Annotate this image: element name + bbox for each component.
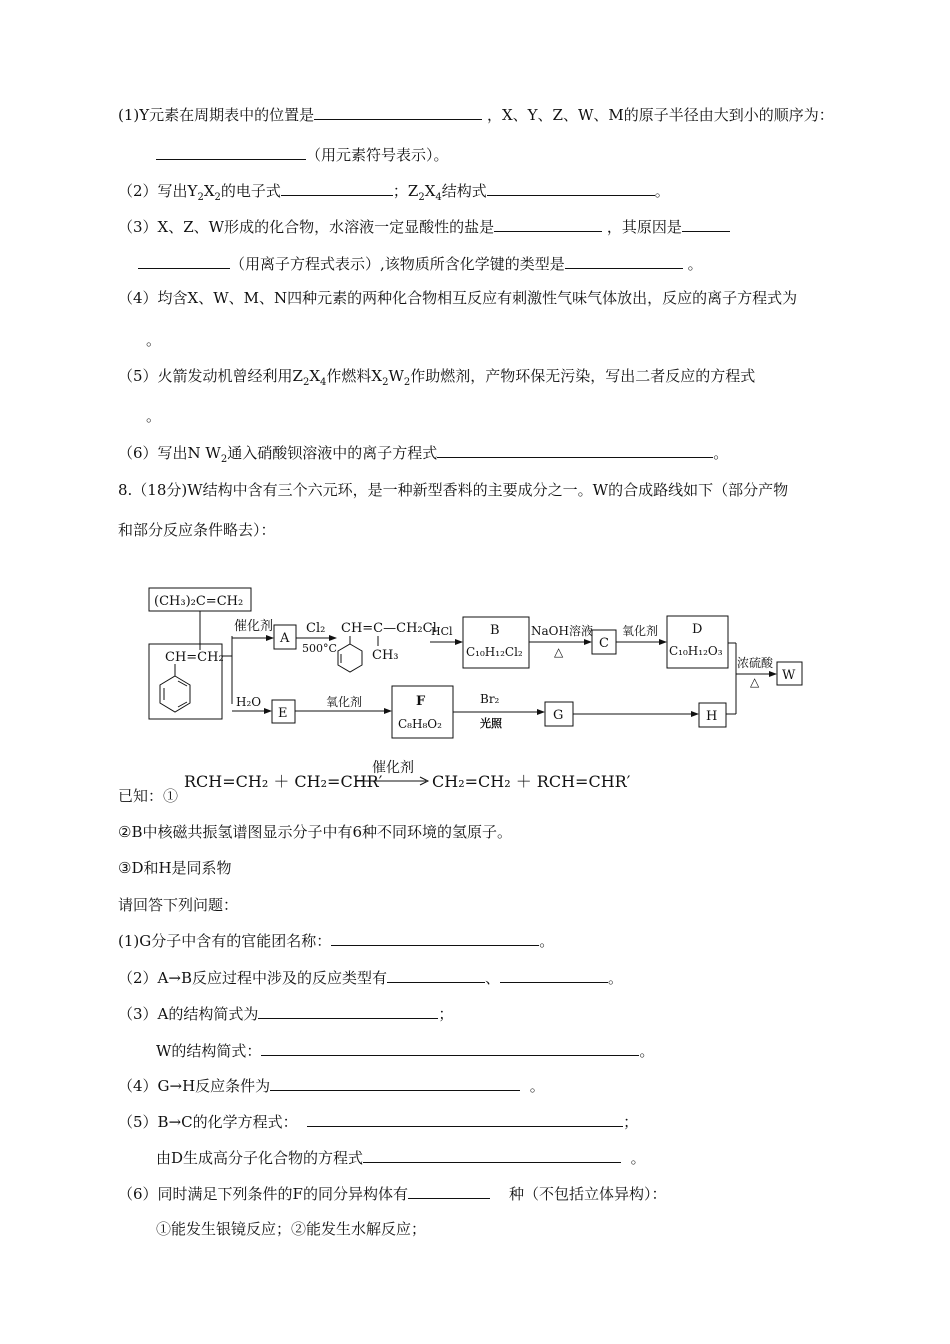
q7-line-3b: （用离子方程式表示）,该物质所含化学键的类型是 。: [138, 253, 703, 274]
node-W-label: W: [782, 668, 796, 683]
intermediate-methyl: CH₃: [372, 648, 399, 663]
q7-line-3: （3）X、Z、W形成的化合物，水溶液一定显酸性的盐是 ，其原因是: [118, 216, 730, 237]
known-arrow: [356, 775, 430, 787]
conc-h2so4-label: 浓硫酸: [737, 656, 774, 670]
br2-label: Br₂: [480, 692, 500, 706]
delta-label: △: [750, 675, 760, 689]
q8-a3: （3）A的结构简式为 ；: [118, 1005, 454, 1023]
known-eq-left: RCH=CH₂ ＋ CH₂=CHR′: [184, 772, 383, 791]
answer-blank[interactable]: [281, 180, 393, 196]
node-G-label: G: [553, 708, 564, 723]
answer-blank[interactable]: [494, 216, 602, 232]
answer-blank[interactable]: [331, 930, 539, 946]
answer-blank[interactable]: [437, 442, 713, 458]
q8-a6c: ①能发生银镜反应；②能发生水解反应；: [156, 1220, 427, 1238]
naoh-label: NaOH溶液: [531, 624, 593, 638]
oxidant-label: 氧化剂: [326, 695, 363, 709]
answer-blank[interactable]: [500, 967, 608, 983]
styrene-vinyl: CH=CH₂: [165, 650, 224, 665]
q7-line-4: （4）均含X、W、M、N四种元素的两种化合物相互反应有刺激性气味气体放出，反应的离子方程式为: [118, 289, 798, 307]
answer-blank[interactable]: [565, 253, 683, 269]
h2o-label: H₂O: [236, 695, 262, 709]
node-F-label: F: [416, 694, 426, 709]
q8-a2: （2）A→B反应过程中涉及的反应类型有 、 。: [118, 969, 624, 987]
q7-line-6: （6）写出N $W_2$通入硝酸钡溶液中的离子方程式 。: [118, 444, 729, 465]
q8-intro-1: 8.（18分)W结构中含有三个六元环，是一种新型香料的主要成分之一。W的合成路线如下（部分产物: [118, 481, 789, 499]
node-C-label: C: [599, 636, 609, 651]
q7-line-1b: （用元素符号表示）。: [156, 144, 449, 165]
q7-line-2: （2）写出$Y_2X_2$的电子式 ；$Z_2X_4$结构式 。: [118, 182, 670, 203]
temp-label: 500°C: [302, 642, 337, 655]
hcl-label: HCl: [431, 625, 453, 638]
answer-blank[interactable]: [258, 1003, 438, 1019]
q8-intro-2: 和部分反应条件略去）：: [118, 521, 276, 539]
node-E-label: E: [278, 706, 288, 721]
node-F-formula: C₈H₈O₂: [398, 717, 442, 731]
node-D-label: D: [692, 622, 703, 637]
intermediate-formula: CH=C—CH₂Cl: [341, 621, 437, 636]
known-cat-label: 催化剂: [372, 760, 414, 776]
q8-a3b: W的结构简式： 。: [156, 1042, 655, 1060]
synthesis-scheme: [140, 580, 820, 750]
answer-blank[interactable]: [487, 180, 655, 196]
q8-a5b: 由D生成高分子化合物的方程式 。: [156, 1149, 646, 1167]
answer-blank[interactable]: [387, 967, 485, 983]
isobutene-formula: (CH₃)₂C=CH₂: [154, 594, 244, 609]
known-label: 已知：①: [118, 787, 179, 805]
q8-a5: （5）B→C的化学方程式： ；: [118, 1113, 639, 1131]
answer-blank[interactable]: [307, 1111, 623, 1127]
q8-a6: （6）同时满足下列条件的F的同分异构体有 种（不包括立体异构）：: [118, 1185, 667, 1203]
known-eq-right: CH₂=CH₂ ＋ RCH=CHR′: [432, 772, 631, 791]
node-D-formula: C₁₀H₁₂O₃: [669, 644, 723, 658]
cat-label: 催化剂: [234, 619, 274, 634]
q8-a4: （4）G→H反应条件为 。: [118, 1077, 545, 1095]
answer-blank[interactable]: [138, 253, 230, 269]
oxidant-label: 氧化剂: [622, 624, 659, 638]
light-label: 光照: [480, 717, 502, 730]
answer-blank[interactable]: [314, 104, 482, 120]
answer-blank[interactable]: [270, 1075, 520, 1091]
benzene-ring-icon: [338, 644, 362, 672]
q7-line-4b: 。: [146, 331, 162, 349]
delta-label: △: [554, 645, 564, 659]
known-2: ②B中核磁共振氢谱图显示分子中有6种不同环境的氢原子。: [118, 823, 513, 841]
node-A-label: A: [280, 631, 290, 646]
node-B-label: B: [490, 623, 500, 638]
q7-line-1: (1)Y元素在周期表中的位置是 ，X、Y、Z、W、M的原子半径由大到小的顺序为：: [118, 106, 834, 124]
q7-line-5b: 。: [146, 407, 162, 425]
answer-blank[interactable]: [408, 1183, 490, 1199]
node-B-formula: C₁₀H₁₂Cl₂: [466, 645, 523, 659]
q8-a1: (1)G分子中含有的官能团名称： 。: [118, 932, 555, 950]
node-H-label: H: [706, 709, 718, 724]
answer-blank[interactable]: [261, 1040, 639, 1056]
q7-line-5: （5）火箭发动机曾经利用$Z_2X_4$作燃料$X_2W_2$作助燃剂，产物环保无污染，写出二者反应的方程式: [118, 367, 756, 388]
ask-heading: 请回答下列问题：: [118, 896, 239, 914]
known-3: ③D和H是同系物: [118, 859, 232, 877]
cl2-label: Cl₂: [306, 621, 326, 636]
answer-blank[interactable]: [363, 1147, 621, 1163]
answer-blank[interactable]: [156, 144, 306, 160]
answer-blank[interactable]: [682, 216, 730, 232]
